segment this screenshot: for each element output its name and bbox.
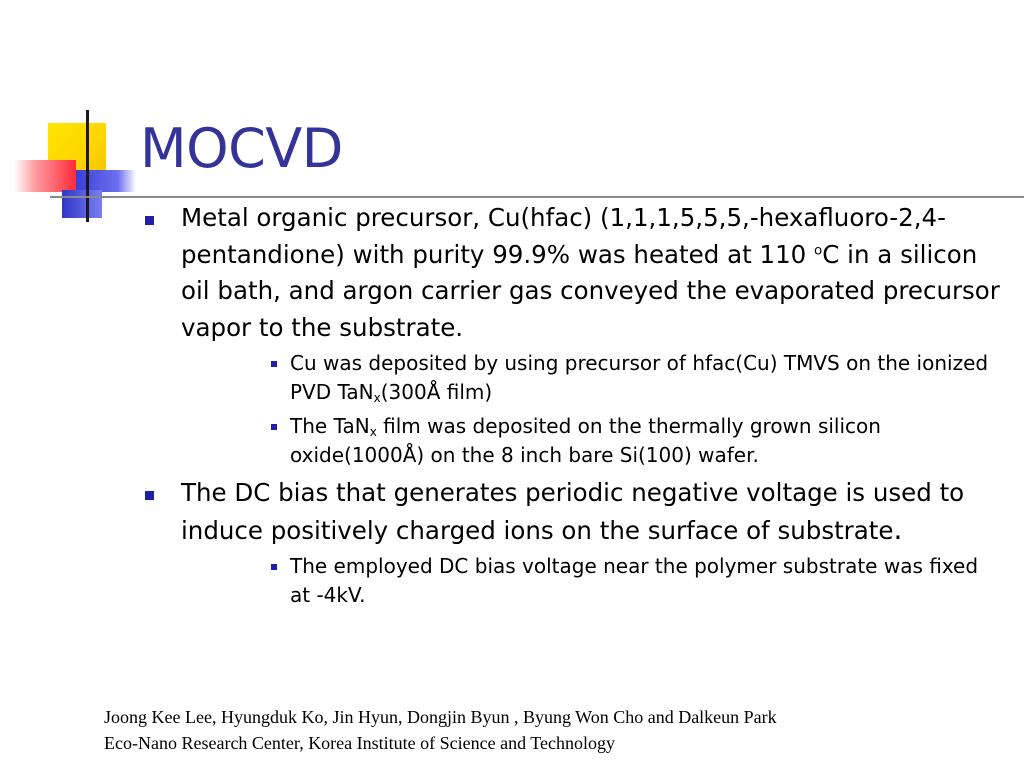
slide-body xyxy=(140,200,1000,615)
bullet-text-continued: C in a silicon oil bath, and argon carrier gas conveyed the evaporated precursor vapor to the substrate. xyxy=(181,239,1000,342)
sub-bullet-text: Cu was deposited by using precursor of hfac(Cu) TMVS on the ionized PVD TaN xyxy=(290,351,989,404)
subscript-x: x xyxy=(373,391,381,405)
sub-bullet-item-bias-voltage xyxy=(271,552,1000,610)
decorative-vertical-line xyxy=(86,110,89,222)
square-bullet-icon xyxy=(145,491,154,500)
square-bullet-icon xyxy=(271,564,277,570)
square-bullet-icon xyxy=(271,361,277,367)
degree-superscript: o xyxy=(814,241,823,258)
title-divider-line xyxy=(50,196,1024,198)
footer-affiliation: Eco-Nano Research Center, Korea Institute of Science and Technology xyxy=(104,733,615,753)
bullet-text: The DC bias that generates periodic negative voltage is used to induce positively charged ions on the surface of substrate xyxy=(181,478,965,545)
sub-bullet-text-continued: (300Å film) xyxy=(380,380,493,404)
slide-footer xyxy=(104,704,777,756)
square-bullet-icon xyxy=(271,424,277,430)
decorative-blue-block xyxy=(62,190,102,218)
sub-bullet-text: The employed DC bias voltage near the polymer substrate was fixed at -4kV. xyxy=(290,554,979,607)
sub-bullet-item-tan-film xyxy=(271,412,1000,470)
slide-title: MOCVD xyxy=(140,117,343,180)
bullet-item-precursor xyxy=(140,200,1000,346)
footer-authors: Joong Kee Lee, Hyungduk Ko, Jin Hyun, Dongjin Byun , Byung Won Cho and Dalkeun Park xyxy=(104,707,777,727)
decorative-blue-bar xyxy=(76,170,136,192)
square-bullet-icon xyxy=(145,216,154,225)
decorative-red-bar xyxy=(14,160,76,192)
bullet-item-dc-bias xyxy=(140,475,1000,549)
subscript-x: x xyxy=(369,425,377,439)
sub-bullet-item-cu-deposition xyxy=(271,349,1000,407)
bullet-text: Metal organic precursor, Cu(hfac) (1,1,1,5,5,5,-hexafluoro-2,4- pentandione) with purity 99.9% was heated at 110 xyxy=(181,203,946,269)
bullet-period: . xyxy=(893,512,903,546)
sub-bullet-text-continued: film was deposited on the thermally grown silicon oxide(1000Å) on the 8 inch bare Si(100) wafer. xyxy=(290,414,881,467)
sub-bullet-text: The TaN xyxy=(290,414,370,438)
